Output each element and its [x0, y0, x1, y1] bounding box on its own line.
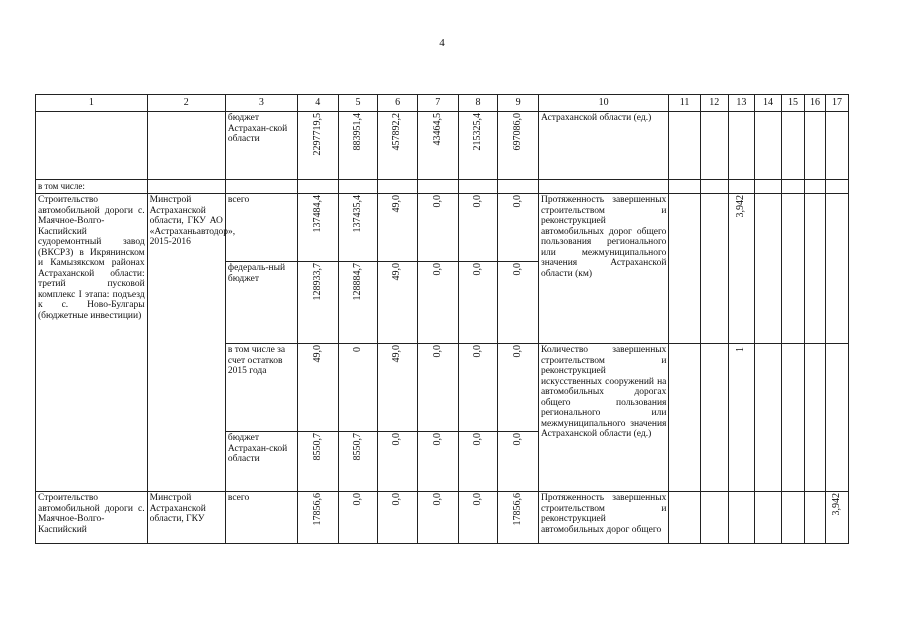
indicator-value: 3,942 [735, 195, 747, 218]
value-cell: 0,0 [471, 493, 483, 506]
value-cell: 0,0 [511, 433, 523, 446]
header-cell: 6 [378, 95, 418, 112]
header-cell: 4 [297, 95, 338, 112]
value-cell: 49,0 [391, 263, 403, 281]
header-cell: 7 [417, 95, 458, 112]
value-cell: 0,0 [511, 263, 523, 276]
value-cell: 0,0 [511, 195, 523, 208]
indicator-text: Протяженность завершенных строительством и реконструкцией автомобильных дорог общего пользования регионального или межмуниципального значения Астраханской области (км) [538, 194, 668, 344]
indicator-text: Астраханской области (ед.) [538, 112, 668, 180]
value-cell: 49,0 [311, 345, 323, 363]
header-cell: 10 [538, 95, 668, 112]
value-cell: 0,0 [471, 345, 483, 358]
table-row [36, 112, 849, 180]
executor: Минстрой Астраханской области, ГКУ [147, 492, 225, 544]
header-cell: 8 [458, 95, 498, 112]
value-cell: 697086,0 [511, 113, 523, 151]
value-cell: 2297719,5 [311, 113, 323, 156]
header-cell: 11 [669, 95, 700, 112]
header-cell: 17 [825, 95, 848, 112]
value-cell: 8550,7 [311, 433, 323, 461]
table-row [36, 194, 849, 262]
header-cell: 3 [225, 95, 297, 112]
value-cell: 215325,4 [471, 113, 483, 151]
header-row [36, 95, 849, 112]
indicator-value: 1 [735, 347, 747, 352]
value-cell: 0,0 [391, 433, 403, 446]
header-cell: 9 [498, 95, 539, 112]
value-cell: 0 [351, 347, 363, 352]
program-table [35, 94, 849, 544]
indicator-text: Количество завершенных строительством и реконструкцией искусственных сооружений на автомобильных дорогах общего пользования регионального или межмуниципального значения Астраханской области (ед.) [538, 344, 668, 492]
value-cell: 49,0 [391, 195, 403, 213]
funding-source: федераль-ный бюджет [225, 262, 297, 344]
value-cell: 0,0 [431, 433, 443, 446]
value-cell: 137484,4 [311, 195, 323, 233]
value-cell: 0,0 [391, 493, 403, 506]
funding-source: бюджет Астрахан-ской области [225, 112, 297, 180]
funding-source: всего [225, 492, 297, 544]
header-cell: 16 [805, 95, 826, 112]
value-cell: 0,0 [471, 263, 483, 276]
project-name: Строительство автомобильной дороги с. Маячное-Волго-Каспийский [36, 492, 148, 544]
value-cell: 0,0 [471, 433, 483, 446]
header-cell: 12 [700, 95, 728, 112]
project-name: Строительство автомобильной дороги с. Маячное-Волго-Каспийский судоремонтный завод (ВКСРЗ) в Икрянинском и Камызякском районах Астраханской области: третий пусковой комплекс I этапа: подъезд к с. Ново-Булгары (бюджетные инвестиции) [36, 194, 148, 492]
header-cell: 1 [36, 95, 148, 112]
value-cell: 49,0 [391, 345, 403, 363]
value-cell: 0,0 [471, 195, 483, 208]
value-cell: 0,0 [431, 263, 443, 276]
value-cell: 0,0 [431, 195, 443, 208]
value-cell: 883951,4 [351, 113, 363, 151]
in-total-label: в том числе: [36, 180, 148, 194]
value-cell: 457892,2 [391, 113, 403, 151]
funding-source: бюджет Астрахан-ской области [225, 432, 297, 492]
table-row [36, 180, 849, 194]
value-cell: 128884,7 [351, 263, 363, 301]
value-cell: 0,0 [351, 493, 363, 506]
header-cell: 2 [147, 95, 225, 112]
executor: Минстрой Астраханской области, ГКУ АО «Астраханьавтодор», 2015-2016 [147, 194, 225, 492]
value-cell: 0,0 [431, 493, 443, 506]
indicator-text: Протяженность завершенных строительством и реконструкцией автомобильных дорог общего [538, 492, 668, 544]
funding-source: в том числе за счет остатков 2015 года [225, 344, 297, 432]
value-cell: 8550,7 [351, 433, 363, 461]
table-row [36, 492, 849, 544]
header-cell: 14 [754, 95, 781, 112]
value-cell: 0,0 [511, 345, 523, 358]
value-cell: 137435,4 [351, 195, 363, 233]
value-cell: 17856,6 [311, 493, 323, 526]
page-number: 4 [439, 37, 445, 49]
header-cell: 13 [728, 95, 754, 112]
funding-source: всего [225, 194, 297, 262]
header-cell: 15 [782, 95, 805, 112]
value-cell: 43464,5 [431, 113, 443, 146]
value-cell: 128933,7 [311, 263, 323, 301]
value-cell: 0,0 [431, 345, 443, 358]
indicator-value: 3,942 [830, 493, 842, 516]
header-cell: 5 [338, 95, 378, 112]
value-cell: 17856,6 [511, 493, 523, 526]
